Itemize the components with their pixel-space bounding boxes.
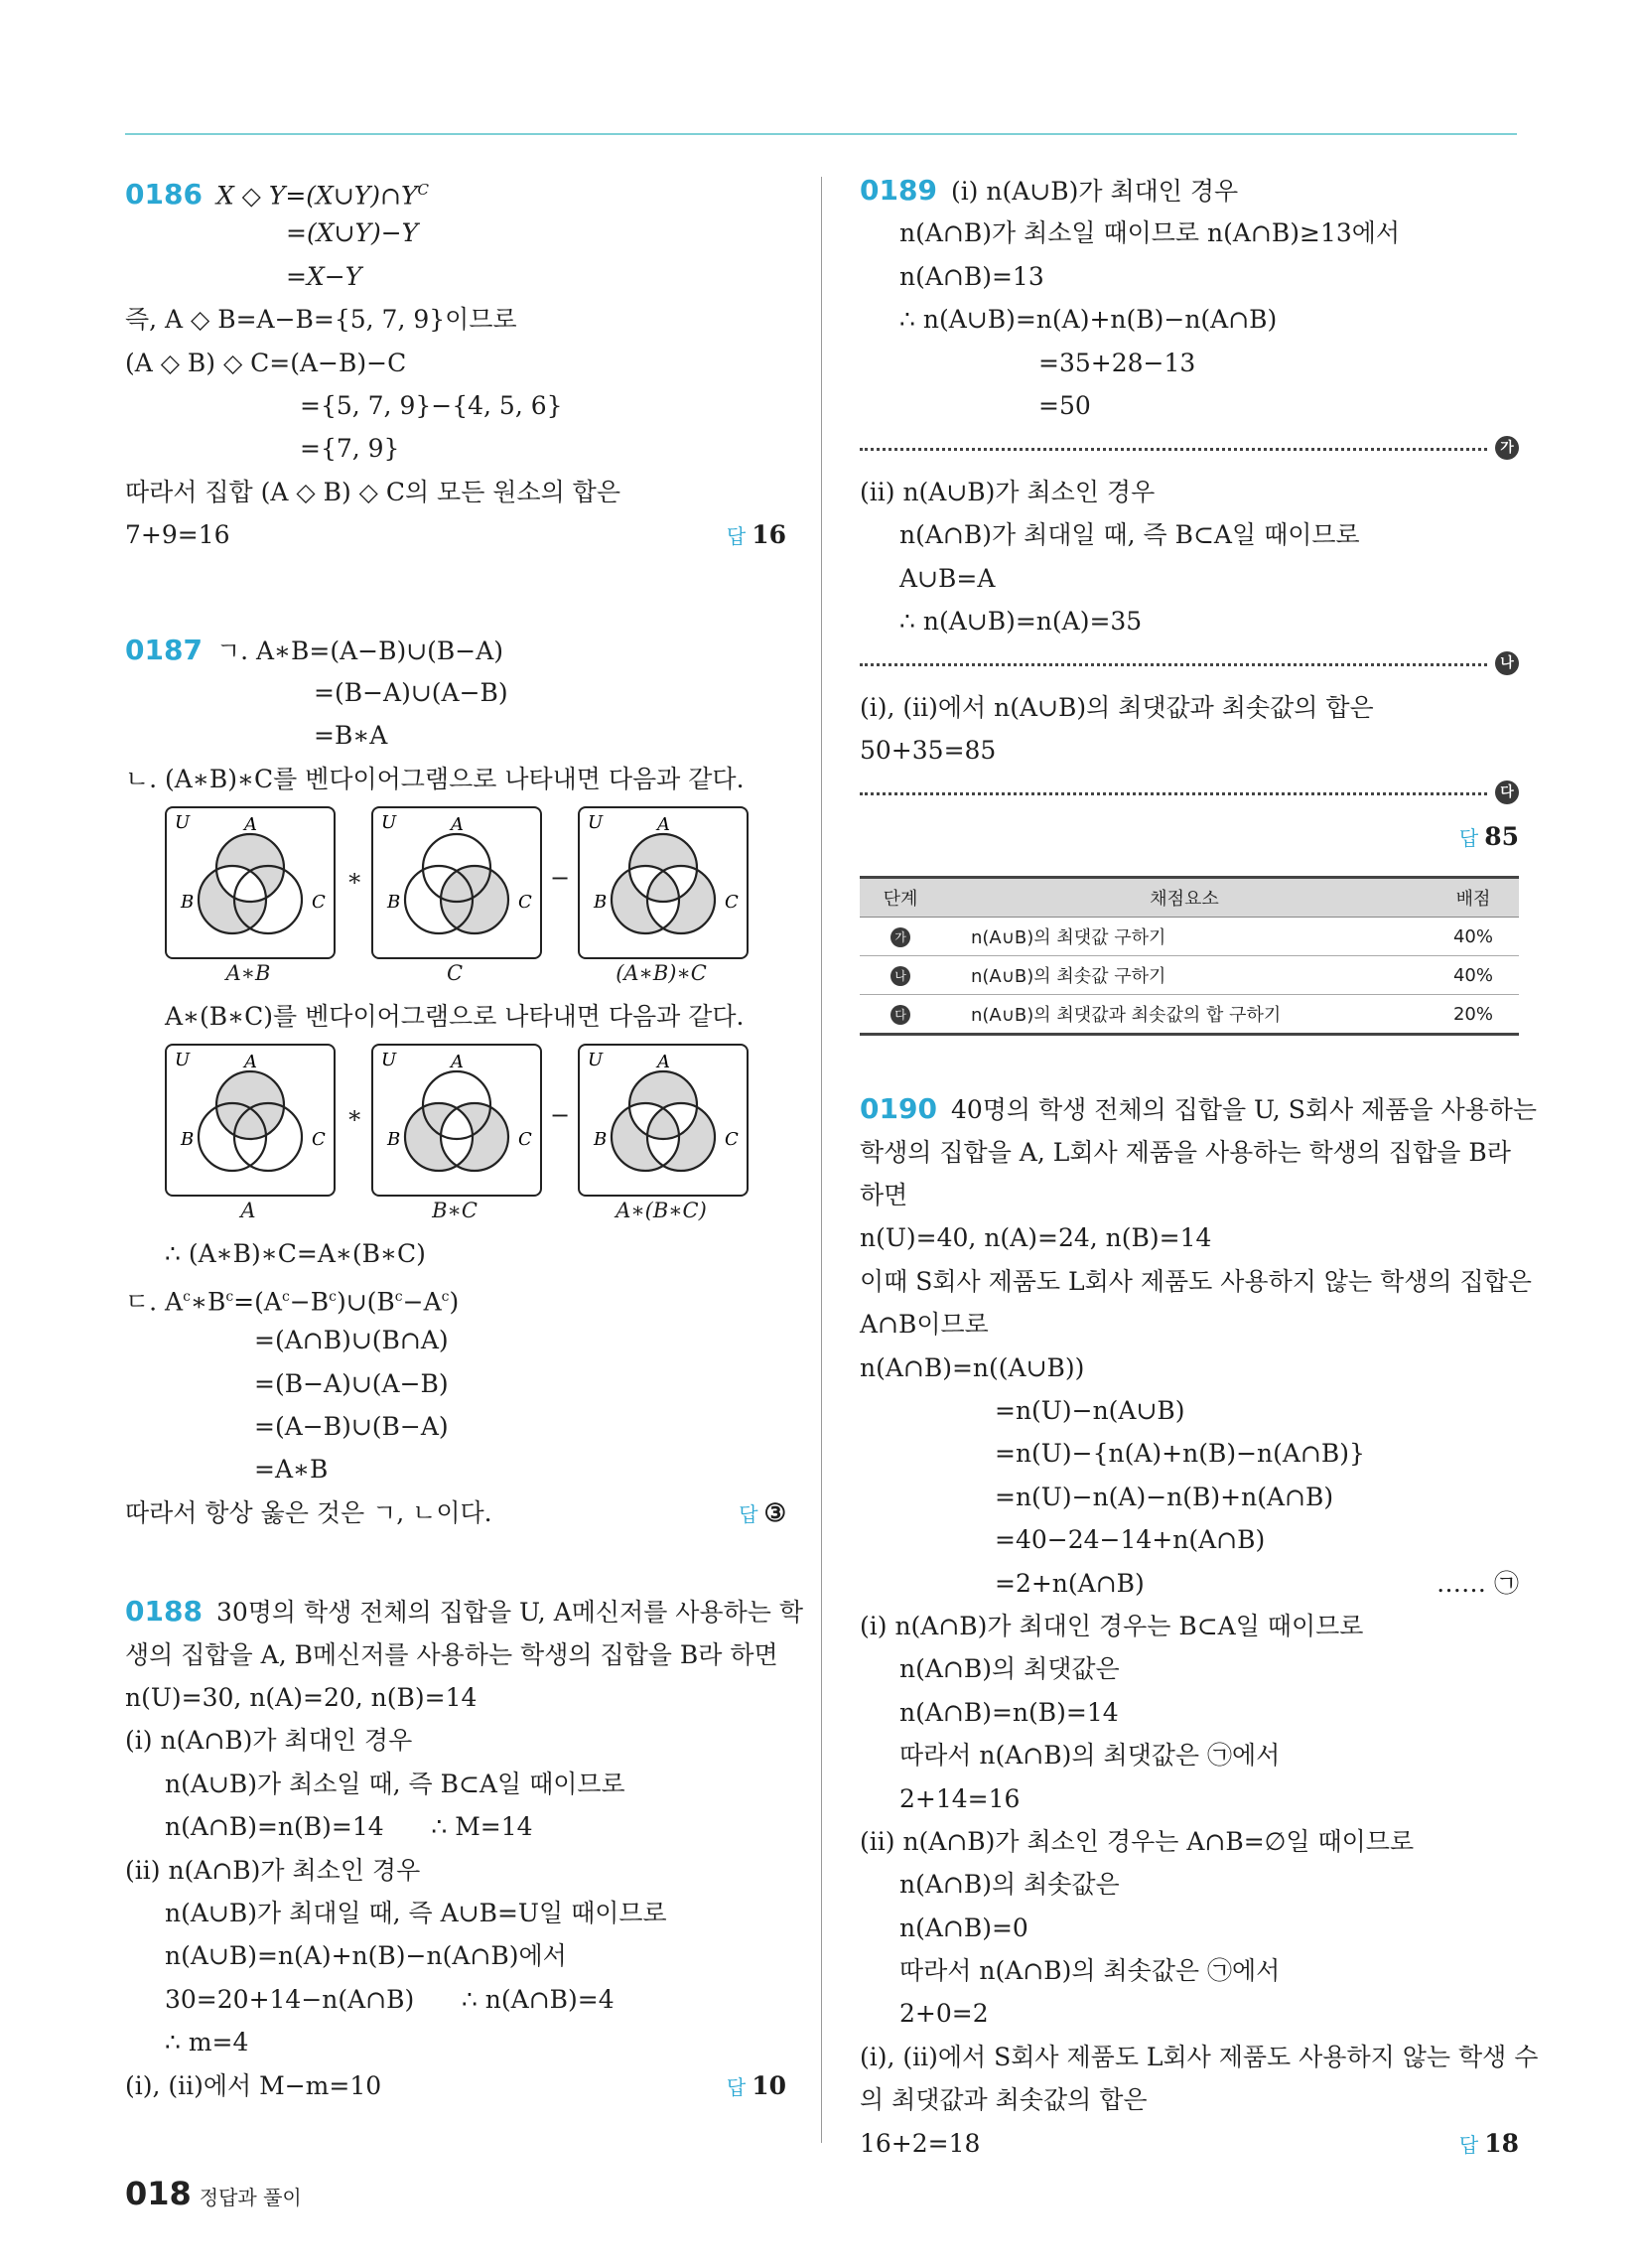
solution-line: 학생의 집합을 A, L회사 제품을 사용하는 학생의 집합을 B라: [860, 1137, 1511, 1167]
superscript: C: [417, 181, 429, 199]
top-rule: [125, 133, 1517, 135]
venn-label: A: [240, 1199, 256, 1223]
solution-line: 하면: [860, 1181, 908, 1210]
venn-set-u-label: U: [588, 1050, 604, 1071]
solution-line: =50: [1038, 390, 1091, 420]
venn-result-1: [578, 806, 749, 959]
solution-line: =(B−A)∪(A−B): [254, 1368, 449, 1398]
solution-line: n(A∪B)가 최소일 때, 즉 B⊂A일 때이므로: [165, 1769, 625, 1798]
venn-diagram: [580, 808, 747, 957]
venn-set-a-label: A: [244, 1052, 257, 1073]
solution-line: =35+28−13: [1038, 348, 1196, 377]
venn-b-star-c: [371, 1044, 542, 1197]
solution-line: =A∗B: [254, 1455, 329, 1485]
venn-set-u-label: U: [588, 812, 604, 834]
solution-line: 이때 S회사 제품도 L회사 제품도 사용하지 않는 학생의 집합은: [860, 1266, 1532, 1296]
solution-line: 의 최댓값과 최솟값의 합은: [860, 2085, 1148, 2115]
solution-line: n(A∩B)가 최소일 때이므로 n(A∩B)≥13에서: [899, 218, 1401, 248]
answer-0187: [739, 1491, 786, 1536]
solution-line: n(A∩B)의 최댓값은: [899, 1654, 1120, 1684]
solution-line: 16+2=18: [860, 2128, 981, 2158]
solution-line: (ⅰ), (ⅱ)에서 M−m=10: [125, 2070, 382, 2100]
venn-set-a-label: A: [244, 814, 257, 836]
venn-set-c-label: C: [725, 892, 739, 914]
step-marker: 가: [890, 927, 910, 947]
venn-set-a-label: A: [657, 1052, 670, 1073]
solution-line: =(A∩B)∪(B∩A): [254, 1326, 449, 1355]
column-divider: [821, 177, 822, 2143]
table-header: [860, 878, 1519, 918]
table-row: [860, 956, 1519, 995]
problem-number: 0186: [125, 178, 203, 212]
answer-0189: [1459, 815, 1519, 860]
answer-value: ③: [763, 1497, 786, 1527]
problem-0190: [860, 1087, 1539, 2165]
solution-line: ∴ n(A∪B)=n(A)=35: [899, 606, 1143, 636]
answer-0190: [1459, 2122, 1519, 2167]
solution-line: =n(U)−n(A∪B): [995, 1395, 1185, 1425]
solution-line: =2+n(A∩B): [995, 1568, 1145, 1598]
venn-label: (A∗B)∗C: [616, 961, 707, 986]
solution-line: 따라서 n(A∩B)의 최솟값은 ㉠에서: [899, 1956, 1281, 1986]
solution-line: =n(U)−{n(A)+n(B)−n(A∩B)}: [995, 1439, 1365, 1469]
solution-line: n(U)=30, n(A)=20, n(B)=14: [125, 1682, 478, 1712]
right-column: [860, 169, 1539, 2165]
solution-line: =X−Y: [286, 261, 362, 291]
step-marker: 나: [890, 966, 910, 986]
solution-line: n(A∪B)=n(A)+n(B)−n(A∩B)에서: [165, 1941, 567, 1971]
answer-label: 답: [726, 2074, 747, 2099]
solution-line: =B∗A: [314, 721, 388, 751]
solution-line: (ⅰ), (ⅱ)에서 n(A∪B)의 최댓값과 최솟값의 합은: [860, 692, 1374, 722]
footer-title: 정답과 풀이: [199, 2186, 302, 2209]
solution-line: ={5, 7, 9}−{4, 5, 6}: [300, 390, 563, 420]
venn-set-a-label: A: [451, 1052, 464, 1073]
solution-line: (ⅰ) n(A∩B)가 최대인 경우는 B⊂A일 때이므로: [860, 1611, 1364, 1640]
answer-value: 16: [752, 520, 786, 550]
scoring-table: [860, 876, 1519, 1036]
answer-value: 10: [752, 2070, 786, 2100]
solution-line: ㄷ. $A^c∗B^c=(A^c-B^c)\cup(B^c-A^c)$: [125, 1287, 460, 1317]
problem-0186: [125, 169, 786, 557]
equation-tag: …… ㉠: [1437, 1568, 1519, 1598]
solution-line: 2+0=2: [899, 1999, 989, 2029]
venn-set-u-label: U: [381, 1050, 397, 1071]
solution-line: ∴ (A∗B)∗C=A∗(B∗C): [165, 1239, 426, 1269]
solution-line: n(A∩B)=n((A∪B)): [860, 1352, 1085, 1382]
solution-line: =(B−A)∪(A−B): [314, 677, 508, 707]
column-header: 채점요소: [941, 878, 1428, 918]
solution-line: 따라서 n(A∩B)의 최댓값은 ㉠에서: [899, 1741, 1281, 1771]
venn-diagram: [167, 808, 334, 957]
solution-line: 2+14=16: [899, 1783, 1021, 1813]
venn-set-b-label: B: [594, 892, 608, 914]
venn-diagram: [167, 1046, 334, 1195]
operator-star: ∗: [346, 864, 363, 893]
venn-set-a-label: A: [657, 814, 670, 836]
venn-set-c-label: C: [518, 1129, 532, 1151]
venn-set-b-label: B: [181, 1129, 195, 1151]
solution-line: (ⅰ) n(A∪B)가 최대인 경우: [950, 177, 1239, 206]
solution-line: 7+9=16: [125, 520, 230, 550]
answer-label: 답: [739, 1501, 758, 1526]
solution-line: =n(U)−n(A)−n(B)+n(A∩B): [995, 1482, 1334, 1511]
solution-line: n(A∩B)=0: [899, 1913, 1028, 1942]
problem-number: 0190: [860, 1092, 937, 1126]
operator-arrow: −: [550, 1101, 571, 1130]
solution-line: (ⅰ) n(A∩B)가 최대인 경우: [125, 1726, 413, 1756]
answer-value: 18: [1484, 2128, 1519, 2158]
left-column: [125, 169, 804, 2107]
venn-c: [371, 806, 542, 959]
solution-line: ㄴ. (A∗B)∗C를 벤다이어그램으로 나타내면 다음과 같다.: [125, 764, 745, 793]
solution-line: n(A∩B)의 최솟값은: [899, 1870, 1120, 1900]
step-marker: 가: [1495, 436, 1519, 460]
step-divider: [860, 642, 1519, 685]
solution-line: A∪B=A: [899, 563, 996, 593]
venn-row-2: [125, 1038, 786, 1232]
venn-a-star-b: [165, 806, 336, 959]
page-footer: [125, 2175, 302, 2212]
table-row: [860, 918, 1519, 956]
solution-line: ㄱ. A∗B=(A−B)∪(B−A): [215, 636, 504, 665]
venn-label: B∗C: [432, 1199, 478, 1223]
problem-0189: [860, 169, 1519, 1036]
venn-label: C: [446, 961, 464, 986]
column-header: 배점: [1428, 878, 1519, 918]
table-cell: n(A∪B)의 최솟값 구하기: [941, 956, 1428, 995]
venn-set-c-label: C: [725, 1129, 739, 1151]
venn-diagram: [373, 1046, 540, 1195]
venn-label: A∗(B∗C): [616, 1199, 707, 1223]
step-marker: 다: [890, 1005, 910, 1025]
solution-line: X ◇ Y=(X∪Y)∩Y: [215, 181, 418, 211]
column-header: 단계: [860, 878, 941, 918]
venn-set-u-label: U: [175, 1050, 191, 1071]
answer-value: 85: [1484, 821, 1519, 851]
answer-label: 답: [1458, 825, 1479, 850]
solution-line: n(A∪B)가 최대일 때, 즉 A∪B=U일 때이므로: [165, 1898, 667, 1927]
venn-result-2: [578, 1044, 749, 1197]
solution-line: 생의 집합을 A, B메신저를 사용하는 학생의 집합을 B라 하면: [125, 1639, 778, 1669]
solution-line: =(A−B)∪(B−A): [254, 1412, 449, 1442]
solution-line: ∴ m=4: [165, 2028, 249, 2057]
venn-set-c-label: C: [312, 892, 326, 914]
venn-set-b-label: B: [387, 892, 401, 914]
solution-line: (ⅱ) n(A∪B)가 최소인 경우: [860, 477, 1156, 506]
venn-set-b-label: B: [181, 892, 195, 914]
problem-0188: [125, 1590, 804, 2107]
table-row: [860, 995, 1519, 1035]
solution-line: 30=20+14−n(A∩B) ∴ n(A∩B)=4: [165, 1984, 615, 2014]
solution-line: n(A∩B)=13: [899, 261, 1044, 291]
problem-number: 0189: [860, 174, 937, 207]
solution-line: 따라서 집합 (A ◇ B) ◇ C의 모든 원소의 합은: [125, 477, 620, 506]
venn-set-c-label: C: [518, 892, 532, 914]
solution-line: ∴ n(A∪B)=n(A)+n(B)−n(A∩B): [899, 305, 1278, 335]
venn-set-u-label: U: [381, 812, 397, 834]
venn-set-u-label: U: [175, 812, 191, 834]
venn-row-1: [125, 800, 786, 995]
step-marker: 다: [1495, 780, 1519, 804]
table-cell: 40%: [1428, 918, 1519, 956]
table-cell: 40%: [1428, 956, 1519, 995]
operator-arrow: −: [550, 864, 571, 893]
step-divider: [860, 427, 1519, 470]
answer-0188: [727, 2064, 786, 2109]
solution-line: =(X∪Y)−Y: [286, 218, 419, 248]
solution-line: =40−24−14+n(A∩B): [995, 1525, 1266, 1555]
solution-line: n(A∩B)가 최대일 때, 즉 B⊂A일 때이므로: [899, 520, 1360, 550]
solution-line: A∩B이므로: [860, 1310, 989, 1340]
venn-a: [165, 1044, 336, 1197]
solution-line: (ⅱ) n(A∩B)가 최소인 경우: [125, 1855, 421, 1885]
table-cell: n(A∪B)의 최댓값 구하기: [941, 918, 1428, 956]
solution-line: 30명의 학생 전체의 집합을 U, A메신저를 사용하는 학: [215, 1598, 804, 1628]
solution-line: ={7, 9}: [300, 434, 400, 464]
operator-star: ∗: [346, 1101, 363, 1130]
solution-line: A∗(B∗C)를 벤다이어그램으로 나타내면 다음과 같다.: [165, 1002, 745, 1032]
answer-0186: [727, 513, 786, 558]
page-number: 018: [125, 2175, 192, 2212]
solution-line: 40명의 학생 전체의 집합을 U, S회사 제품을 사용하는: [950, 1095, 1538, 1125]
problem-number: 0188: [125, 1595, 203, 1629]
problem-number: 0187: [125, 633, 203, 666]
table-cell: 20%: [1428, 995, 1519, 1035]
answer-label: 답: [726, 524, 747, 549]
solution-line: n(A∩B)=n(B)=14: [899, 1697, 1119, 1727]
solution-line: 50+35=85: [860, 736, 997, 766]
solution-line: (A ◇ B) ◇ C=(A−B)−C: [125, 348, 407, 377]
venn-diagram: [580, 1046, 747, 1195]
problem-0187: [125, 629, 786, 1535]
venn-set-a-label: A: [451, 814, 464, 836]
answer-label: 답: [1458, 2132, 1479, 2157]
solution-line: (ⅰ), (ⅱ)에서 S회사 제품도 L회사 제품도 사용하지 않는 학생 수: [860, 2042, 1539, 2071]
solution-line: 즉, A ◇ B=A−B={5, 7, 9}이므로: [125, 305, 517, 335]
venn-set-b-label: B: [387, 1129, 401, 1151]
solution-line: 따라서 항상 옳은 것은 ㄱ, ㄴ이다.: [125, 1497, 492, 1527]
venn-set-b-label: B: [594, 1129, 608, 1151]
solution-line: n(U)=40, n(A)=24, n(B)=14: [860, 1223, 1212, 1253]
table-cell: n(A∪B)의 최댓값과 최솟값의 합 구하기: [941, 995, 1428, 1035]
step-divider: [860, 772, 1519, 814]
venn-set-c-label: C: [312, 1129, 326, 1151]
solution-line: n(A∩B)=n(B)=14 ∴ M=14: [165, 1812, 533, 1842]
solution-line: (ⅱ) n(A∩B)가 최소인 경우는 A∩B=∅일 때이므로: [860, 1826, 1415, 1856]
venn-diagram: [373, 808, 540, 957]
venn-label: A∗B: [225, 961, 271, 986]
step-marker: 나: [1495, 651, 1519, 675]
